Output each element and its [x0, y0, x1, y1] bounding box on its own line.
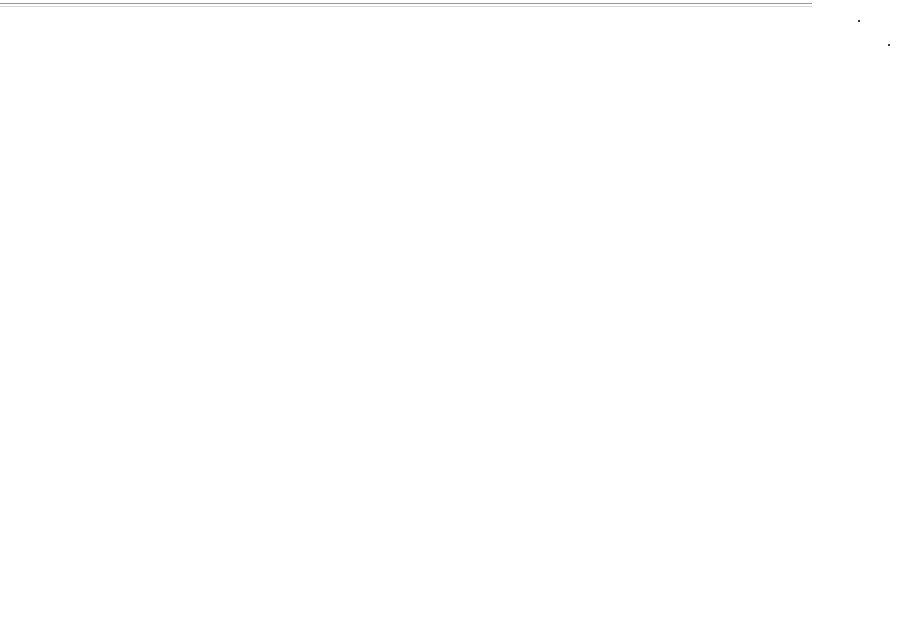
- scan-edge-line: [0, 6, 812, 7]
- scan-speck: [858, 20, 860, 22]
- scan-edge-line: [0, 3, 812, 4]
- scan-speck: [888, 44, 890, 46]
